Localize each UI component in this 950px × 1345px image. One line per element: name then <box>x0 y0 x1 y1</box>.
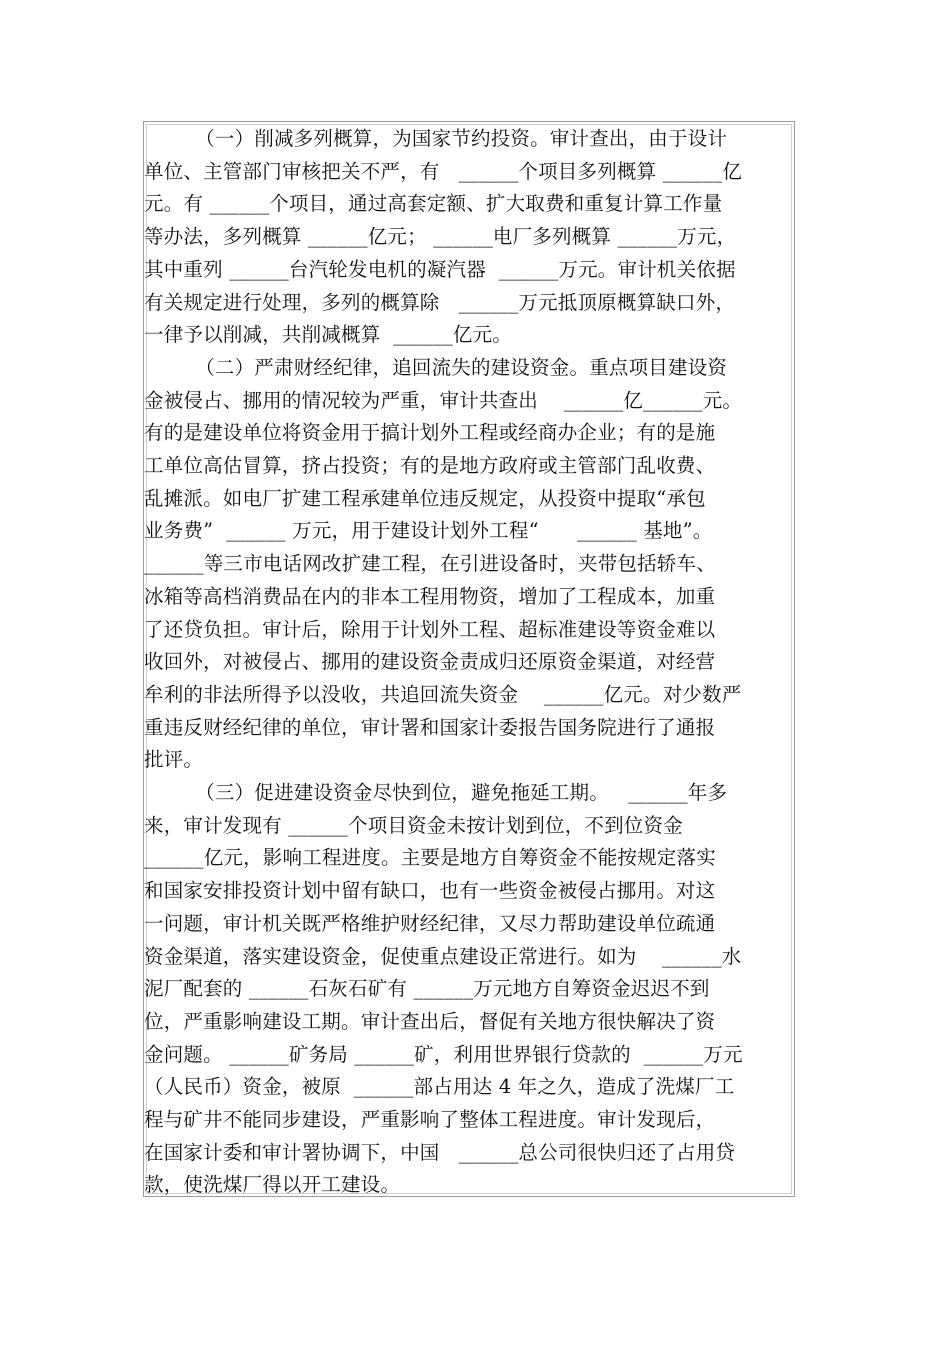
text-line: 重违反财经纪律的单位，审计署和国家计委报告国务院进行了通报 <box>144 715 716 739</box>
text-line: 在国家计委和审计署协调下，中国 ______总公司很快归还了占用贷 <box>144 1140 736 1164</box>
text-line: ______亿元，影响工程进度。主要是地方自筹资金不能按规定落实 <box>144 846 716 870</box>
text-line: （人民币）资金，被原 ______部占用达 4 年之久，造成了洗煤厂工 <box>144 1075 735 1099</box>
text-line: （二）严肃财经纪律，追回流失的建设资金。重点项目建设资 <box>144 355 728 379</box>
text-line: 批评。 <box>144 748 204 772</box>
text-line: 和国家安排投资计划中留有缺口，也有一些资金被侵占挪用。对这 <box>144 879 716 903</box>
text-line: 其中重列 ______台汽轮发电机的凝汽器 ______万元。审计机关依据 <box>144 257 736 281</box>
text-line: 程与矿井不能同步建设，严重影响了整体工程进度。审计发现后， <box>144 1108 716 1131</box>
text-line: 有的是建设单位将资金用于搞计划外工程或经商办企业；有的是施 <box>144 421 716 445</box>
text-line: 牟利的非法所得予以没收，共追回流失资金 ______亿元。对少数严 <box>144 682 742 706</box>
text-line: 金被侵占、挪用的情况较为严重，审计共查出 ______亿______元。 <box>144 388 743 412</box>
text-line: 等办法，多列概算 ______亿元； ______电厂多列概算 ______万元， <box>144 225 737 249</box>
text-line: 款，使洗煤厂得以开工建设。 <box>144 1173 401 1197</box>
text-line: 有关规定进行处理，多列的概算除 ______万元抵顶原概算缺口外， <box>144 290 736 314</box>
text-line: 金问题。 ______矿务局 ______矿，利用世界银行贷款的 ______万元 <box>144 1042 743 1066</box>
text-line: 单位、主管部门审核把关不严，有 ______个项目多列概算 ______亿 <box>144 159 743 183</box>
text-line: 冰箱等高档消费品在内的非本工程用物资，增加了工程成本，加重 <box>144 584 716 608</box>
text-line: ______等三市电话网改扩建工程，在引进设备时，夹带包括轿车、 <box>144 552 716 576</box>
text-line: 工单位高估冒算，挤占投资；有的是地方政府或主管部门乱收费、 <box>144 454 716 477</box>
text-line: 一律予以削减，共削减概算 ______亿元。 <box>144 323 512 347</box>
text-line: 收回外，对被侵占、挪用的建设资金责成归还原资金渠道，对经营 <box>144 650 716 674</box>
text-line: 元。有 ______个项目，通过高套定额、扩大取费和重复计算工作量 <box>144 192 723 216</box>
text-line: 了还贷负担。审计后，除用于计划外工程、超标准建设等资金难以 <box>144 617 716 641</box>
text-line: 业务费” ______ 万元，用于建设计划外工程“ ______ 基地”。 <box>144 519 713 543</box>
text-line: 一问题，审计机关既严格维护财经纪律，又尽力帮助建设单位疏通 <box>144 911 716 935</box>
text-line: 来，审计发现有 ______个项目资金未按计划到位，不到位资金 <box>144 813 683 837</box>
text-line: （一）削减多列概算，为国家节约投资。审计查出，由于设计 <box>144 127 728 150</box>
text-line: 位，严重影响建设工期。审计查出后，督促有关地方很快解决了资 <box>144 1009 716 1033</box>
text-line: 乱摊派。如电厂扩建工程承建单位违反规定，从投资中提取“承包 <box>144 486 706 510</box>
text-line: （三）促进建设资金尽快到位，避免拖延工期。 ______年多 <box>144 781 728 804</box>
text-line: 泥厂配套的 ______石灰石矿有 ______万元地方自筹资金迟迟不到 <box>144 977 710 1001</box>
text-line: 资金渠道，落实建设资金，促使重点建设正常进行。如为 ______水 <box>144 944 742 968</box>
